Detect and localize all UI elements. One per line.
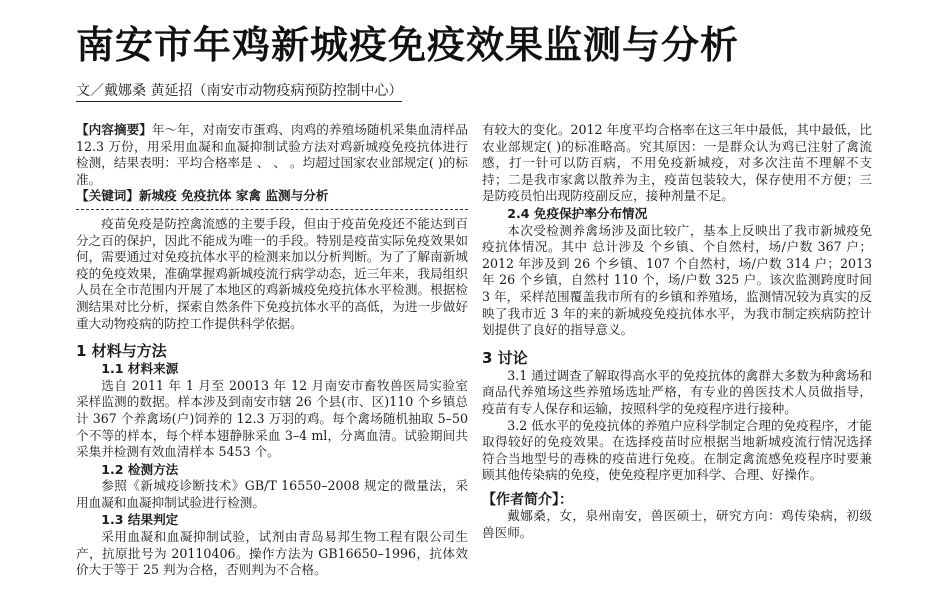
section-1-2-text: 参照《新城疫诊断技术》GB/T 16550–2008 规定的微量法，采用血凝和血凝抑制试验进行检测。 (76, 478, 468, 510)
section-1-3-heading: 1.3 结果判定 (101, 512, 179, 528)
section-2-4-text: 本次受检测养禽场涉及面比较广，基本上反映出了我市新城疫免疫抗体情况。其中 总计涉及 个乡镇、个自然村，场/户数 367 户；2012 年涉及到 26 个乡镇、107 个自然村，场/户数 314 户；2013 年 26 个乡镇，自然村 110 个，场/户数 325 户。该次监测跨度时间 3 年，采样范围覆盖我市所有的乡镇和养殖场，监测情况较为真实的反映了我市近 3 年的来的新城疫免疫抗体水平，为我市制定疾病防控计划提供了良好的指导意义。 (482, 222, 872, 338)
discussion-3-2: 3.2 低水平的免疫抗体的养殖户应科学制定合理的免疫程序，才能取得较好的免疫效果。在选择疫苗时应根据当地新城疫流行情况选择符合当地型号的毒株的疫苗进行免疫。在制定禽流感免疫程序时要兼顾其他传染病的免疫，使免疫程序更加科学、合理、好操作。 (482, 417, 872, 483)
abstract-text: 年～年，对南安市蛋鸡、肉鸡的养殖场随机采集血清样品 12.3 万份，用采用血凝和血凝抑制试验方法对鸡新城疫免疫抗体进行检测，结果表明：平均合格率是 、 、 。均超过国家农业部规定( )的标准。 (76, 122, 469, 187)
author-intro-block (482, 492, 872, 542)
continued-paragraph: 有较大的变化。2012 年度平均合格率在这三年中最低，其中最低，比农业部规定( )的标准略高。究其原因：一是群众认为鸡已注射了禽流感，打一针可以防百病，不用免疫新城疫，对多次注苗不理解不支持；二是我市家禽以散养为主，疫苗包装较大，保存使用不方便；三是防疫员怕出现防疫副反应，接种剂量不足。 (482, 122, 872, 204)
discussion-3-1: 3.1 通过调查了解取得高水平的免疫抗体的禽群大多数为种禽场和商品代养殖场这些养殖场选址严格，有专业的兽医技术人员做指导，疫苗有专人保存和运输，按照科学的免疫程序进行接种。 (482, 367, 872, 416)
section-2-4-heading: 2.4 免疫保护率分布情况 (507, 205, 648, 221)
author-intro-label: 【作者简介】： (482, 491, 573, 508)
author-byline: 文／戴娜桑 黄延招（南安市动物疫病预防控制中心） (76, 80, 402, 102)
article-title: 南安市年鸡新城疫免疫效果监测与分析 (76, 23, 740, 67)
section-1-2-heading: 1.2 检测方法 (101, 461, 179, 477)
dashed-divider (76, 209, 468, 210)
right-column (482, 122, 872, 542)
keywords-text: 新城疫 免疫抗体 家禽 监测与分析 (138, 188, 329, 204)
section-1-1-text: 选自 2011 年 1 月至 20013 年 12 月南安市畜牧兽医局实验室采样监测的数据。样本涉及到南安市辖 26 个县(市、区)110 个乡镇总计 367 个养禽场(户)饲养的 12.3 万羽的鸡。每个禽场随机抽取 5–50 个不等的样本，每个样本翅静脉采血 3–4 ml，分离血清。试验期间共采集并检测有效血清样本 5453 个。 (76, 377, 468, 460)
left-column (76, 122, 468, 579)
intro-paragraph: 疫苗免疫是防控禽流感的主要手段，但由于疫苗免疫还不能达到百分之百的保护，因此不能成为唯一的手段。特别是疫苗实际免疫效果如何，需要通过对免疫抗体水平的检测来加以分析判断。为了了解南新城疫的免疫效果，准确掌握鸡新城疫流行病学动态，近三年来，我局组织人员在全市范围内开展了本地区的鸡新城疫免疫抗体水平检测。根据检测结果对比分析，探索自然条件下免疫抗体水平的高低，为进一步做好重大动物疫病的防控工作提供科学依据。 (76, 215, 468, 331)
author-intro-text: 戴娜桑，女，泉州南安，兽医硕士，研究方向：鸡传染病，初级兽医师。 (482, 508, 872, 541)
section-3-heading: 3 讨论 (482, 348, 528, 367)
section-1-heading: 1 材料与方法 (76, 342, 167, 361)
abstract-block (76, 122, 468, 205)
section-1-1-heading: 1.1 材料来源 (101, 361, 179, 377)
abstract-label: 【内容摘要】 (76, 122, 152, 137)
section-1-3-text: 采用血凝和血凝抑制试验，试剂由青岛易邦生物工程有限公司生产，抗原批号为 20110406。操作方法为 GB16650–1996，抗体效价大于等于 25 判为合格，否则判为不合格。 (76, 529, 468, 578)
keywords-label: 【关键词】 (76, 188, 139, 204)
